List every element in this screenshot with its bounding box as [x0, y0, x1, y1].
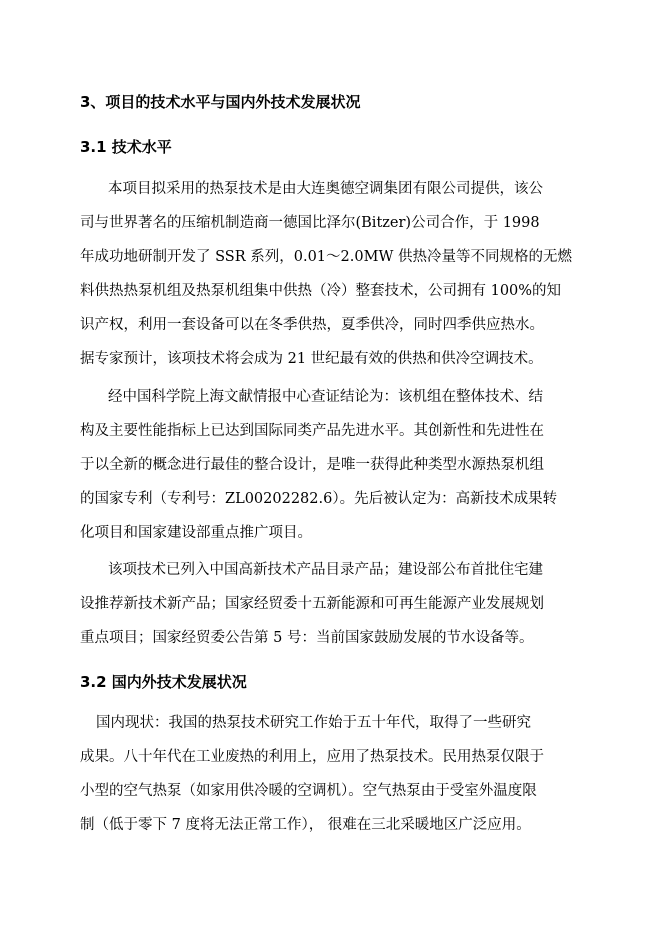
- paragraph-line: 经中国科学院上海文献情报中心查证结论为：该机组在整体技术、结: [108, 389, 543, 405]
- paragraph-line: 本项目拟采用的热泵技术是由大连奥德空调集团有限公司提供，该公: [108, 181, 543, 197]
- paragraph-line: 的国家专利（专利号：ZL00202282.6）。先后被认定为：高新技术成果转: [80, 491, 558, 507]
- paragraph-line: 制（低于零下 7 度将无法正常工作）， 很难在三北采暖地区广泛应用。: [80, 817, 531, 833]
- paragraph-line: 成果。八十年代在工业废热的利用上，应用了热泵技术。民用热泵仅限于: [80, 749, 544, 765]
- paragraph-line: 年成功地研制开发了 SSR 系列，0.01～2.0MW 供热冷量等不同规格的无燃: [80, 249, 572, 265]
- paragraph-line: 构及主要性能指标上已达到国际同类产品先进水平。其创新性和先进性在: [80, 423, 544, 439]
- paragraph-line: 国内现状：我国的热泵技术研究工作始于五十年代，取得了一些研究: [96, 715, 531, 731]
- subsection-heading-technical-level: 3.1 技术水平: [80, 138, 172, 156]
- paragraph-line: 该项技术已列入中国高新技术产品目录产品；建设部公布首批住宅建: [108, 562, 543, 578]
- paragraph-line: 司与世界著名的压缩机制造商一德国比泽尔(Bitzer)公司合作，于 1998: [80, 215, 540, 231]
- paragraph-line: 料供热热泵机组及热泵机组集中供热（冷）整套技术，公司拥有 100%的知: [80, 283, 562, 299]
- paragraph-line: 据专家预计，该项技术将会成为 21 世纪最有效的供热和供冷空调技术。: [80, 351, 543, 367]
- paragraph-line: 识产权，利用一套设备可以在冬季供热，夏季供冷，同时四季供应热水。: [80, 317, 544, 333]
- paragraph-line: 于以全新的概念进行最佳的整合设计，是唯一获得此种类型水源热泵机组: [80, 457, 544, 473]
- paragraph-line: 重点项目；国家经贸委公告第 5 号：当前国家鼓励发展的节水设备等。: [80, 630, 534, 646]
- subsection-heading-development-status: 3.2 国内外技术发展状况: [80, 673, 247, 691]
- paragraph-line: 设推荐新技术新产品；国家经贸委十五新能源和可再生能源产业发展规划: [80, 596, 544, 612]
- paragraph-line: 化项目和国家建设部重点推广项目。: [80, 525, 312, 541]
- paragraph-line: 小型的空气热泵（如家用供冷暖的空调机）。空气热泵由于受室外温度限: [80, 783, 537, 799]
- section-heading: 3、项目的技术水平与国内外技术发展状况: [80, 93, 361, 111]
